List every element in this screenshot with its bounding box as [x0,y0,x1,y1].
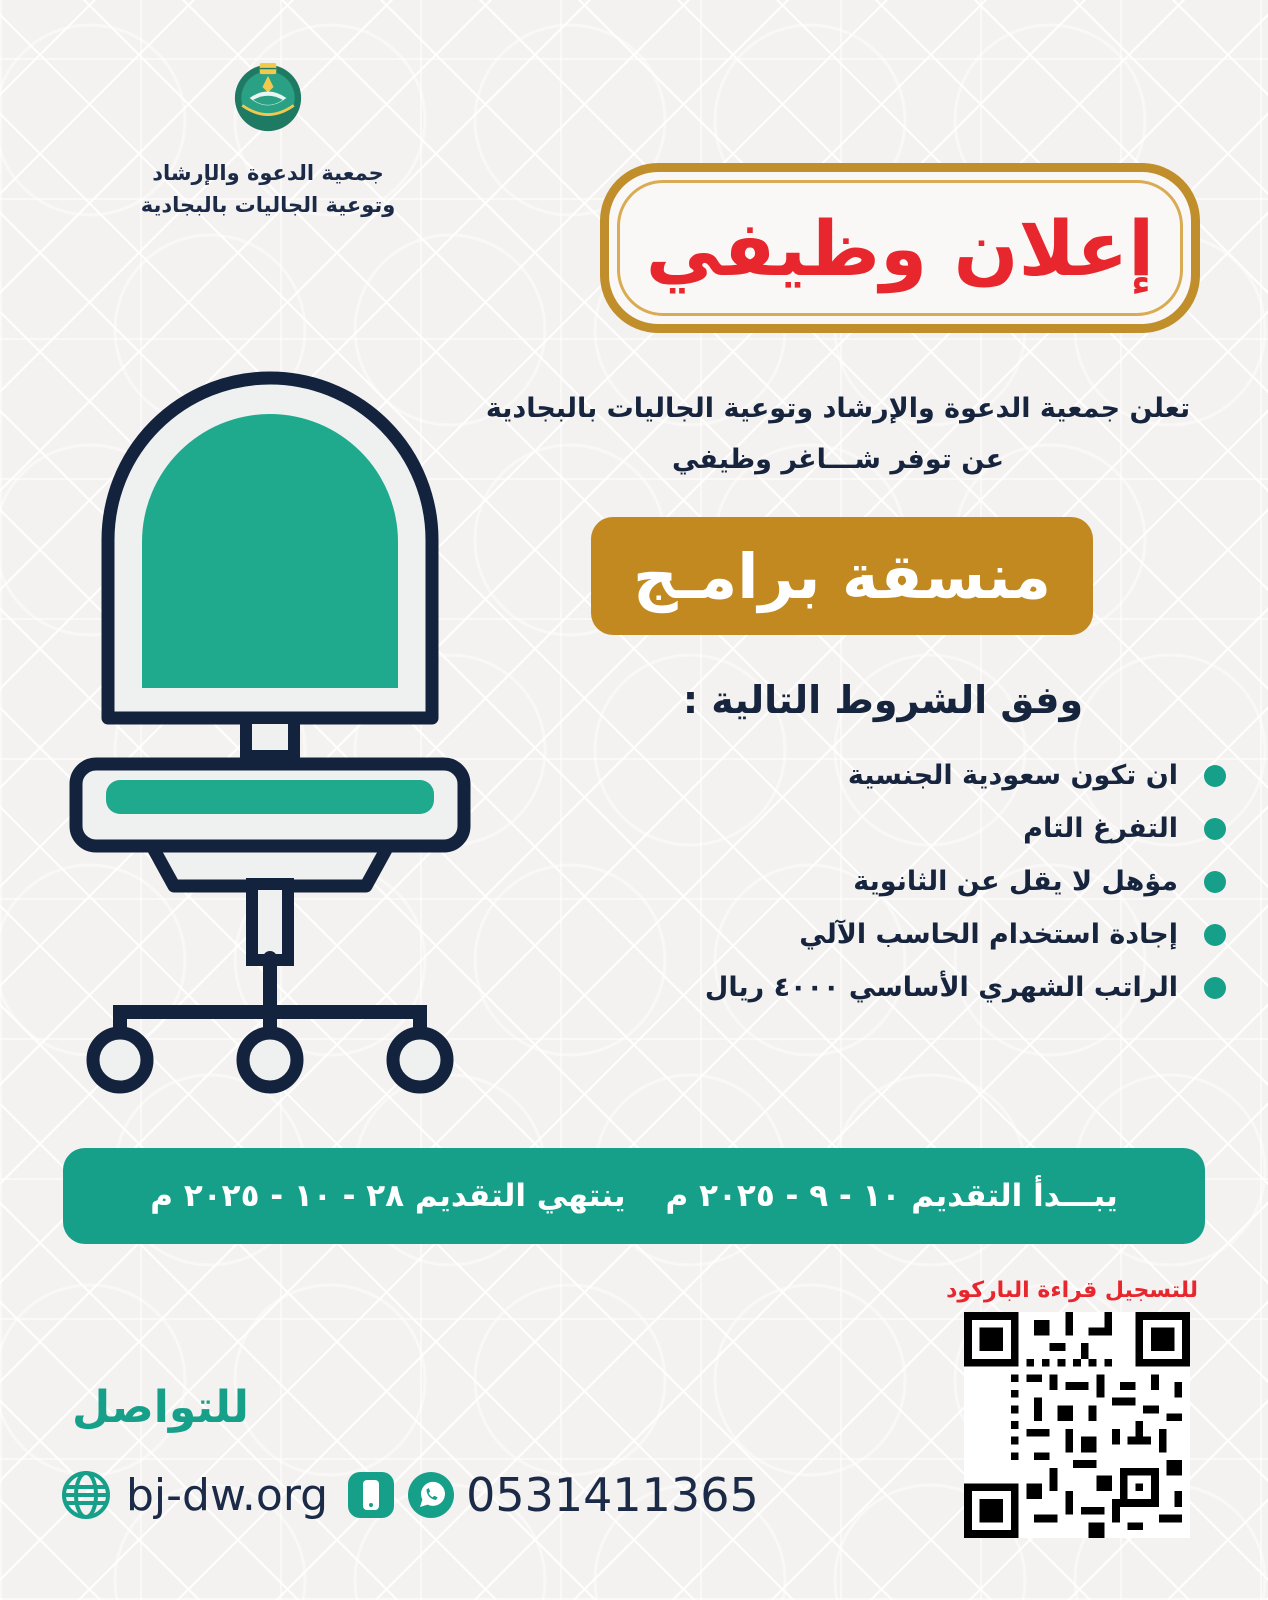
list-item [498,813,1268,844]
bullet-icon [1204,871,1226,893]
condition-text: مؤهل لا يقل عن الثانوية [853,866,1178,897]
condition-text: ان تكون سعودية الجنسية [847,760,1178,791]
bullet-icon [1204,977,1226,999]
website-link[interactable] [60,1469,328,1521]
job-position-badge [591,517,1093,635]
qr-instruction-label: للتسجيل قراءة الباركود [946,1278,1198,1303]
intro-line-2: عن توفر شـــاغر وظيفي [671,444,1005,476]
intro-line-1: تعلن جمعية الدعوة والإرشاد وتوعية الجاليات بالبجادية [485,393,1191,424]
organization-logo-block [118,52,418,221]
mobile-icon [346,1470,396,1520]
bullet-icon [1204,924,1226,946]
conditions-heading: وفق الشروط التالية : [682,678,1084,722]
conditions-list [498,760,1268,1025]
phone-contact[interactable] [346,1468,759,1522]
contact-heading: للتواصل [72,1382,249,1433]
organization-emblem-icon [222,52,314,144]
condition-text: التفرغ التام [1023,813,1178,844]
org-name-line-2: وتوعية الجاليات بالبجادية [140,192,396,217]
application-start-date: يبـــدأ التقديم ١٠ - ٩ - ٢٠٢٥ م [665,1178,1118,1214]
globe-icon [60,1469,112,1521]
intro-paragraph [482,383,1194,486]
whatsapp-icon [406,1470,456,1520]
qr-code[interactable] [964,1312,1190,1538]
application-period-bar [63,1148,1205,1244]
bullet-icon [1204,765,1226,787]
condition-text: إجادة استخدام الحاسب الآلي [799,919,1178,950]
list-item [498,919,1268,950]
phone-number: 0531411365 [466,1468,759,1522]
website-text: bj-dw.org [126,1469,329,1521]
list-item [498,972,1268,1003]
contact-row [60,1468,759,1522]
list-item [498,760,1268,791]
poster-title-ribbon [600,163,1200,333]
bullet-icon [1204,818,1226,840]
job-position-label: منسقة برامـج [633,539,1051,613]
condition-text: الراتب الشهري الأساسي ٤٠٠٠ ريال [704,972,1178,1003]
list-item [498,866,1268,897]
page-title: إعلان وظيفي [645,203,1155,293]
office-chair-illustration [60,360,480,1100]
application-end-date: ينتهي التقديم ٢٨ - ١٠ - ٢٠٢٥ م [150,1178,626,1214]
org-name-line-1: جمعية الدعوة والإرشاد [152,161,384,185]
